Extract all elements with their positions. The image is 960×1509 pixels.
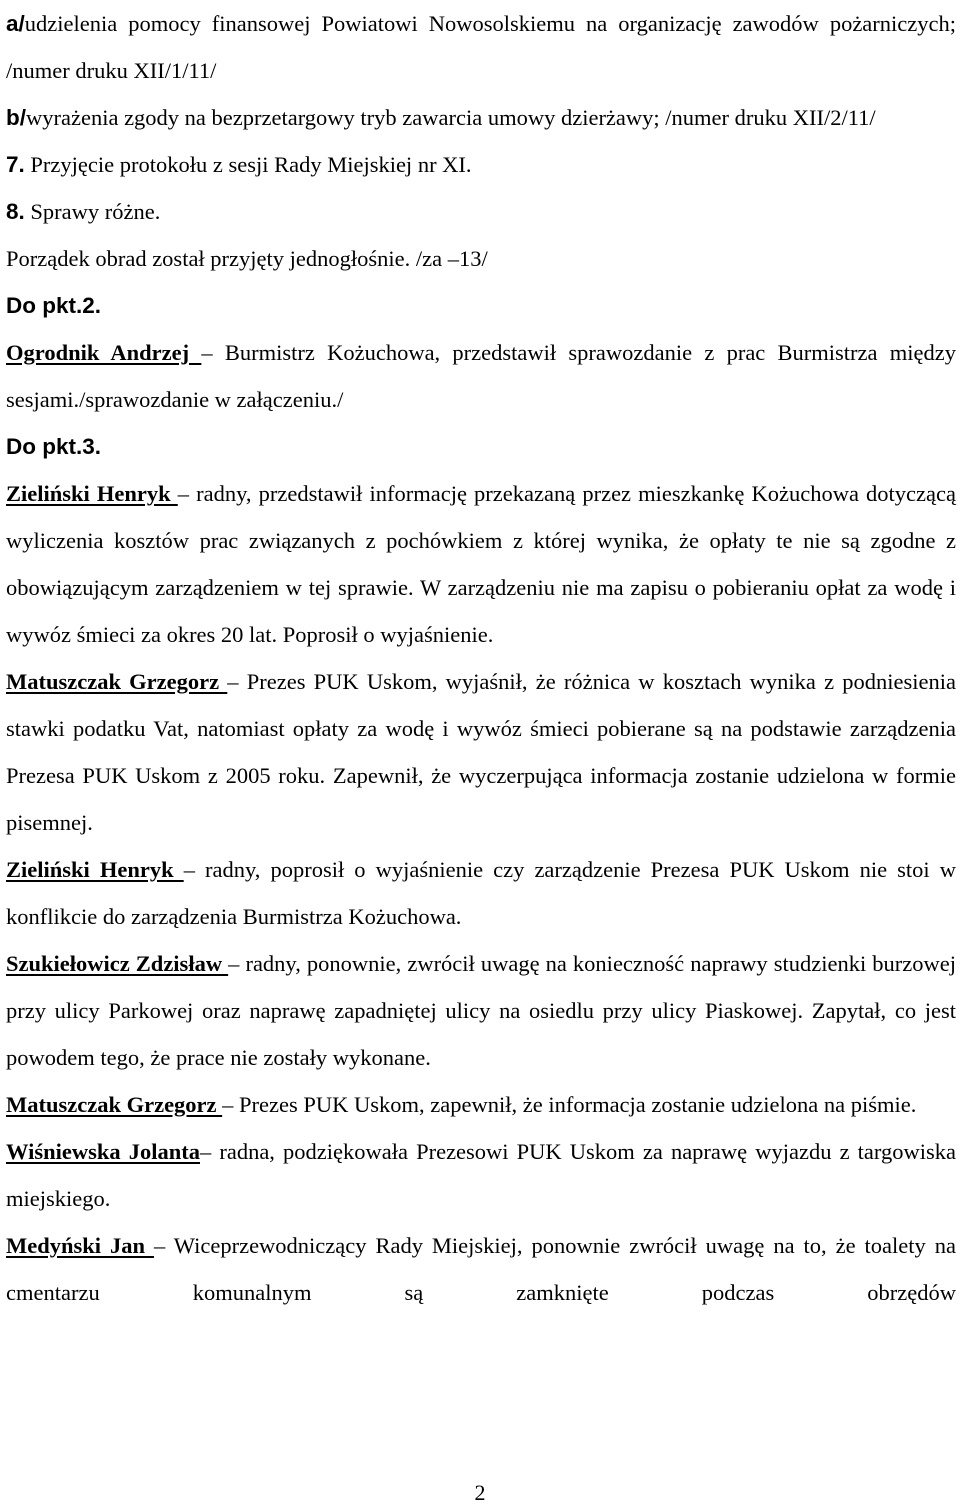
statement-paragraph [6,846,956,940]
statement-paragraph [6,1081,956,1128]
speaker-name: Wiśniewska Jolanta [6,1139,200,1164]
item-b-text: wyrażenia zgody na bezprzetargowy tryb zawarcia umowy dzierżawy; /numer druku XII/2/11/ [26,105,876,130]
item-a [6,0,956,94]
statement-paragraph [6,1128,956,1222]
speaker-name: Matuszczak Grzegorz [6,669,228,694]
agenda-item-7 [6,141,956,188]
page-number: 2 [474,1480,486,1505]
agenda-item-8 [6,188,956,235]
statement-paragraph [6,940,956,1081]
speaker-name: Medyński Jan [6,1233,154,1258]
speaker-name: Zieliński Henryk [6,481,178,506]
item-b-prefix: b/ [6,105,26,130]
statement-text: – radny, ponownie, zwrócił uwagę na konieczność naprawy studzienki burzowej przy ulicy Parkowej oraz naprawę zapadniętej ulicy na osiedlu przy ulicy Piaskowej. Zapytał, co jest powodem tego, że prace nie zostały wykonane. [6,951,956,1070]
item-a-text: udzielenia pomocy finansowej Powiatowi Nowosolskiemu na organizację zawodów pożarniczych; /numer druku XII/1/11/ [6,11,956,83]
document-body [6,0,956,1316]
statement-text: – Prezes PUK Uskom, zapewnił, że informacja zostanie udzielona na piśmie. [222,1092,917,1117]
section-heading-pkt2: Do pkt.2. [6,293,102,318]
agenda-item-8-number: 8. [6,199,25,224]
speaker-name: Zieliński Henryk [6,857,184,882]
agenda-item-7-text: Przyjęcie protokołu z sesji Rady Miejskiej nr XI. [24,152,472,177]
statement-paragraph [6,470,956,658]
statement-text: – Burmistrz Kożuchowa, przedstawił sprawozdanie z prac Burmistrza między sesjami./sprawozdanie w załączeniu./ [6,340,956,412]
section-heading-pkt3: Do pkt.3. [6,434,102,459]
speaker-name: Szukiełowicz Zdzisław [6,951,229,976]
statement-text: – radny, poprosił o wyjaśnienie czy zarządzenie Prezesa PUK Uskom nie stoi w konflikcie do zarządzenia Burmistrza Kożuchowa. [6,857,956,929]
speaker-name: Ogrodnik Andrzej [6,340,202,365]
statement-text: – radna, podziękowała Prezesowi PUK Uskom za naprawę wyjazdu z targowiska miejskiego. [6,1139,956,1211]
statement-text: – Wiceprzewodniczący Rady Miejskiej, ponownie zwrócił uwagę na to, że toalety na cmentarzu komunalnym są zamknięte podczas obrzędów [6,1233,956,1305]
agenda-item-7-number: 7. [6,152,25,177]
statement-paragraph [6,1222,956,1316]
agenda-adopted-note: Porządek obrad został przyjęty jednogłośnie. /za –13/ [6,246,488,271]
statement-paragraph [6,658,956,846]
item-b [6,94,956,141]
statement-paragraph [6,329,956,423]
item-a-prefix: a/ [6,11,25,36]
statement-text: – radny, przedstawił informację przekazaną przez mieszkankę Kożuchowa dotyczącą wyliczenia kosztów prac związanych z pochówkiem z której wynika, że opłaty te nie są zgodne z obowiązującym zarządzeniem w tej sprawie. W zarządzeniu nie ma zapisu o pobieraniu opłat za wodę i wywóz śmieci za okres 20 lat. Poprosił o wyjaśnienie. [6,481,956,647]
statement-text: – Prezes PUK Uskom, wyjaśnił, że różnica w kosztach wynika z podniesienia stawki podatku Vat, natomiast opłaty za wodę i wywóz śmieci pobierane są na podstawie zarządzenia Prezesa PUK Uskom z 2005 roku. Zapewnił, że wyczerpująca informacja zostanie udzielona w formie pisemnej. [6,669,956,835]
speaker-name: Matuszczak Grzegorz [6,1092,223,1117]
agenda-item-8-text: Sprawy różne. [24,199,161,224]
